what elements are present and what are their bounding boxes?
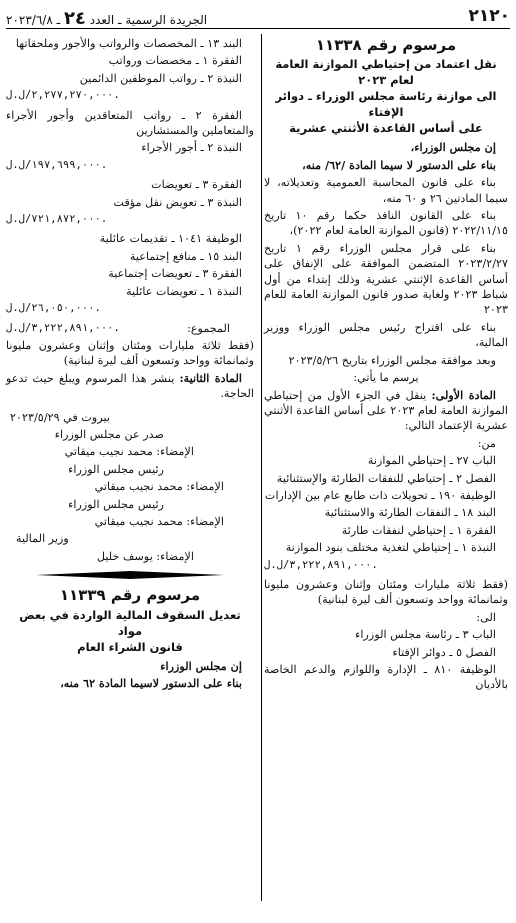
preamble-constitution: بناء على الدستور لا سيما المادة /٦٢/ منه، <box>302 157 496 172</box>
preamble-approval: وبعد موافقة مجلس الوزراء بتاريخ ٢٠٢٣/٥/٢٦ <box>288 353 496 367</box>
decree-11339-title: مرسوم رقم ١١٣٣٩ <box>59 586 201 605</box>
sub-3-transport: النبذة ٣ ـ تعويض نقل مؤقت <box>113 195 242 209</box>
paragraph-3-social: الفقرة ٣ ـ تعويضات إجتماعية <box>108 267 242 281</box>
total-words: (فقط ثلاثة مليارات ومئتان وإثنان وعشرون مليونا وثمانمائة وواحد وتسعون ألف ليرة لبنانية) <box>6 338 254 368</box>
right-column <box>264 36 508 695</box>
section-divider <box>36 570 224 580</box>
paragraph-3-compensation: الفقرة ٣ ـ تعويضات <box>151 178 242 192</box>
decree-11339-constitution: بناء على الدستور لاسيما المادة ٦٢ منه، <box>60 676 242 690</box>
subject-line: لعام ٢٠٢٣ <box>358 73 414 88</box>
from-item: البند ١٨ ـ النفقات الطارئة والاستثنائية <box>324 506 496 520</box>
issue-number: ٢٤ <box>63 8 86 29</box>
article-1-text: ينقل في الجزء الأول من إحتياطي الموازنة العامة لعام ٢٠٢٣ على أساس القاعدة الأثنتي عشرية الإعتماد التالي: <box>264 388 508 433</box>
preamble-accounting-law: بناء على قانون المحاسبة العمومية وتعديلاته، لا سيما المادتين ٢٦ و ٦٠ منه، <box>264 176 508 205</box>
decree-11339-council: إن مجلس الوزراء <box>160 658 242 673</box>
to-section: الفصل ٥ ـ دوائر الإفتاء <box>392 645 496 659</box>
issued-by: صدر عن مجلس الوزراء <box>54 427 164 441</box>
from-paragraph: الفقرة ١ ـ إحتياطي لنفقات طارئة <box>341 523 496 537</box>
signature-4: الإمضاء: يوسف خليل <box>96 549 194 563</box>
preamble-proposal: بناء على اقتراح رئيس مجلس الوزراء ووزير المالية، <box>264 320 508 350</box>
from-label: من: <box>477 436 496 450</box>
article-1-label: المادة الأولى: <box>431 387 496 402</box>
item-15: البند ١٥ ـ منافع إجتماعية <box>129 249 242 263</box>
place-date: بيروت في ٢٠٢٣/٥/٢٩ <box>10 410 110 424</box>
amount-3: ٧٢١,٨٧٢,٠٠٠/ل.ل. <box>6 213 108 226</box>
page-number: ٢١٢٠ <box>468 6 510 26</box>
paragraph-1: الفقرة ١ ـ مخصصات ورواتب <box>108 54 242 68</box>
decree-11338-title: مرسوم رقم ١١٣٣٨ <box>315 36 457 54</box>
signature-1: الإمضاء: محمد نجيب ميقاتي <box>64 445 194 459</box>
gazette-title: الجريدة الرسمية ـ العدد <box>89 13 208 27</box>
left-column <box>6 36 254 693</box>
signature-3: الإمضاء: محمد نجيب ميقاتي <box>94 514 224 528</box>
from-amount-words: (فقط ثلاثة مليارات ومئتان وإثنان وعشرون مليونا وثمانمائة وواحد وتسعون ألف ليرة لبنانية) <box>264 577 508 607</box>
subject-line: الى موازنة رئاسة مجلس الوزراء ـ دوائر الإفتاء <box>275 89 497 120</box>
to-function: الوظيفة ٨١٠ ـ الإدارة واللوازم والدعم الخاصة بالأديان <box>264 663 508 692</box>
function-1041: الوظيفة ١٠٤١ ـ تقديمات عائلية <box>99 232 242 246</box>
total-amount: ٣,٢٢٢,٨٩١,٠٠٠/ل.ل. <box>6 321 120 334</box>
item-13: البند ١٣ ـ المخصصات والرواتب والأجور وملحقاتها <box>15 37 242 50</box>
from-function: الوظيفة ١٩٠ ـ تحويلات ذات طابع عام بين الإدارات <box>264 488 496 502</box>
subject-line: على أساس القاعدة الأثنتي عشرية <box>289 121 483 136</box>
issue-date: ـ ٢٠٢٣/٦/٨ <box>6 13 61 27</box>
column-divider <box>261 34 262 901</box>
article-2-label: المادة الثانية: <box>179 370 242 385</box>
preamble-law-10: بناء على القانون النافذ حكما رقم ١٠ تاريخ ٢٠٢٢/١١/١٥ (قانون الموازنة العامة لعام ٢٠٢٢)، <box>264 209 508 238</box>
sub-1-family: النبذة ١ ـ تعويضات عائلية <box>126 284 242 298</box>
amount-2: ١٩٧,٦٩٩,٠٠٠/ل.ل. <box>6 158 108 171</box>
amount-4: ٢٦,٠٥٠,٠٠٠/ل.ل. <box>6 302 101 315</box>
header-rule <box>6 28 510 29</box>
from-amount: ٣,٢٢٢,٨٩١,٠٠٠/ل.ل. <box>264 558 378 571</box>
sub-2-wages: النبذة ٢ ـ أجور الأجراء <box>141 141 242 155</box>
sub-2-permanent: النبذة ٢ ـ رواتب الموظفين الدائمين <box>79 71 242 85</box>
decrees-following: يرسم ما يأتي: <box>353 371 419 385</box>
preamble-decision-1: بناء على قرار مجلس الوزراء رقم ١ تاريخ ٢٠٢٣/٢/٢٧ المتضمن الموافقة على الإنفاق على أساس القاعدة الإثنتي عشرية وذلك إبتداء من أول شباط ٢٠٢٣ ولغاية صدور قانون الموازنة العامة للعام ٢٠٢٣ <box>264 241 509 317</box>
article-1 <box>264 388 508 434</box>
from-section: الفصل ٢ ـ إحتياطي للنفقات الطارئة والإستثنائية <box>276 471 496 485</box>
to-label: الى: <box>476 610 496 624</box>
finance-title: وزير المالية <box>16 532 69 546</box>
signature-2: الإمضاء: محمد نجيب ميقاتي <box>94 480 224 494</box>
from-sub: النبذة ١ ـ إحتياطي لتغذية مختلف بنود الموازنة <box>285 541 496 555</box>
amount-1: ٢,٢٧٧,٢٧٠,٠٠٠/ل.ل. <box>6 89 120 102</box>
pm-title-1: رئيس مجلس الوزراء <box>68 462 164 476</box>
subject-line: نقل اعتماد من إحتياطي الموازنة العامة <box>275 57 497 72</box>
decree-11339-subject <box>6 607 254 655</box>
article-2-text: ينشر هذا المرسوم ويبلغ حيث تدعو الحاجة. <box>6 371 254 401</box>
article-2 <box>6 371 254 402</box>
paragraph-2: الفقرة ٢ ـ رواتب المتعاقدين وأجور الأجراء والمتعاملين والمستشارين <box>6 108 254 138</box>
page-header <box>6 6 510 28</box>
total-row <box>6 321 254 336</box>
preamble-council: إن مجلس الوزراء، <box>410 140 496 155</box>
subject-line: تعديل السقوف المالية الواردة في بعض مواد <box>19 607 241 638</box>
subject-line: قانون الشراء العام <box>77 639 183 654</box>
running-header <box>6 8 207 29</box>
total-label: المجموع: <box>187 321 230 335</box>
from-chapter: الباب ٢٧ ـ إحتياطي الموازنة <box>367 454 496 468</box>
to-chapter: الباب ٣ ـ رئاسة مجلس الوزراء <box>355 628 496 642</box>
decree-11338-subject <box>264 56 508 136</box>
pm-title-2: رئيس مجلس الوزراء <box>68 497 164 511</box>
